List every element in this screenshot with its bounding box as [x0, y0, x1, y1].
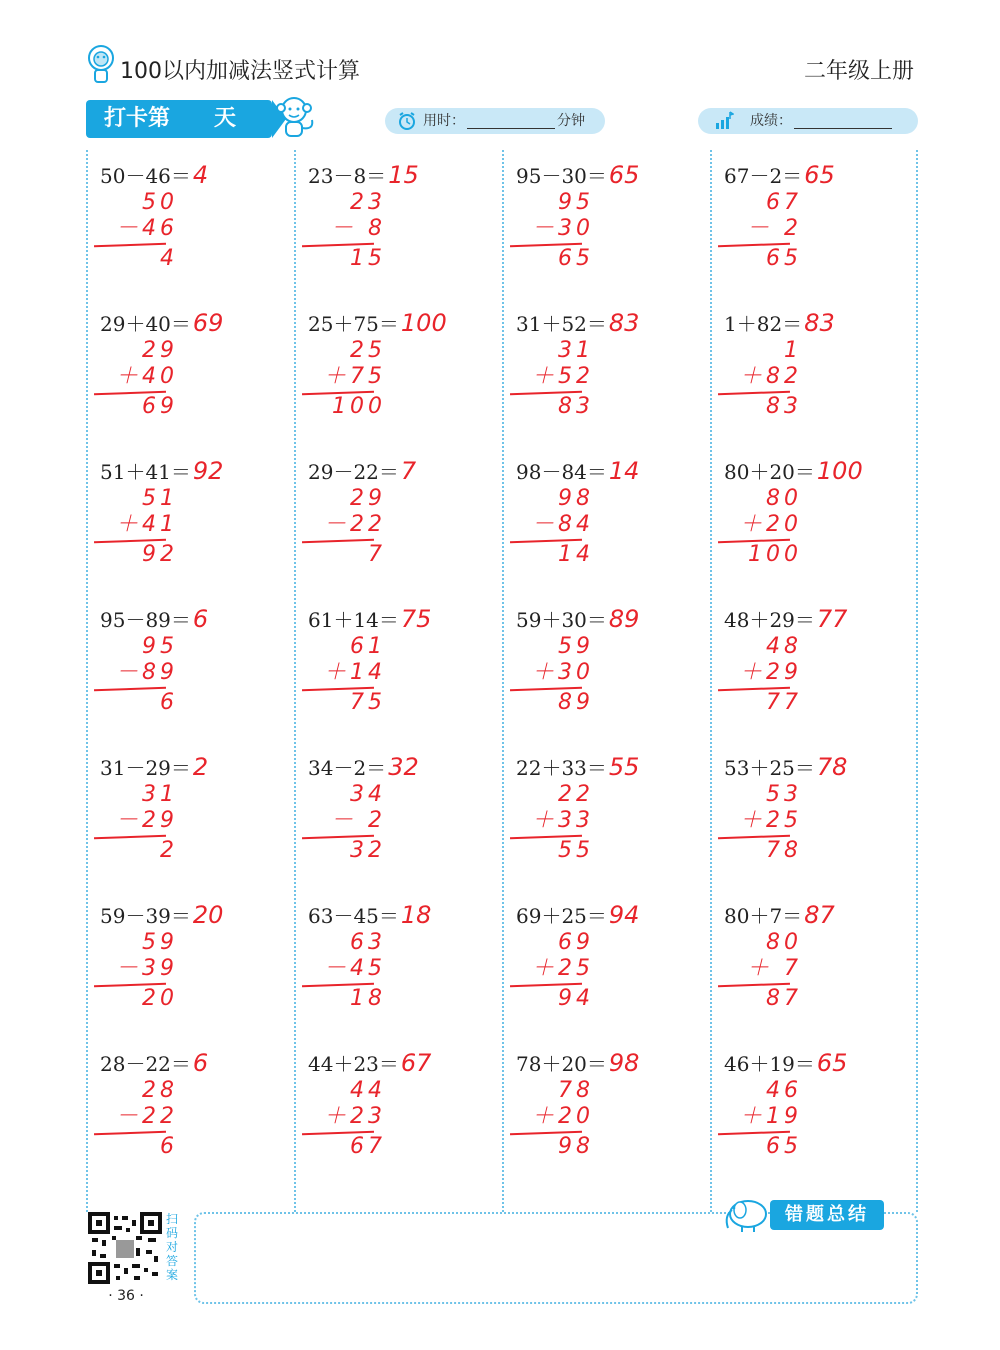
vertical-result: 15 — [350, 246, 386, 271]
problem-cell — [294, 150, 502, 298]
problem-expression — [308, 160, 419, 189]
vertical-calculation — [306, 1078, 396, 1160]
vertical-calculation — [98, 486, 188, 568]
qr-code-icon[interactable] — [88, 1212, 162, 1284]
equation-text: 61＋14＝ — [308, 608, 399, 632]
vertical-calculation — [98, 1078, 188, 1160]
problem-cell — [502, 742, 710, 890]
vertical-operand: －89 — [116, 660, 178, 685]
vertical-operand: － 2 — [747, 216, 802, 241]
problem-cell — [86, 594, 294, 742]
punch-label: 打卡第 — [104, 106, 171, 131]
handwritten-answer: 6 — [192, 605, 209, 633]
vertical-calculation — [98, 338, 188, 420]
handwritten-answer: 4 — [192, 161, 209, 189]
problem-cell — [294, 298, 502, 446]
handwritten-answer: 14 — [608, 457, 640, 485]
vertical-calculation — [514, 338, 604, 420]
vertical-result: 18 — [350, 986, 386, 1011]
vertical-top-number: 46 — [766, 1078, 802, 1103]
vertical-operand: ＋75 — [324, 364, 386, 389]
time-unit: 分钟 — [557, 113, 585, 129]
vertical-result: 98 — [558, 1134, 594, 1159]
problem-cell — [294, 742, 502, 890]
vertical-top-number: 95 — [558, 190, 594, 215]
vertical-top-number: 50 — [142, 190, 178, 215]
equation-text: 69＋25＝ — [516, 904, 607, 928]
handwritten-answer: 2 — [192, 753, 209, 781]
problem-expression — [308, 456, 416, 485]
vertical-top-number: 53 — [766, 782, 802, 807]
problem-cell — [710, 298, 918, 446]
vertical-calculation — [306, 486, 396, 568]
vertical-result: 2 — [160, 838, 178, 863]
problem-expression — [308, 1048, 431, 1077]
vertical-result: 7 — [368, 542, 386, 567]
page-number: · 36 · — [108, 1288, 144, 1304]
equation-text: 25＋75＝ — [308, 312, 399, 336]
vertical-operand: ＋25 — [740, 808, 802, 833]
handwritten-answer: 67 — [400, 1049, 432, 1077]
handwritten-answer: 69 — [192, 309, 224, 337]
vertical-top-number: 80 — [766, 930, 802, 955]
problem-cell — [502, 1038, 710, 1186]
problem-cell — [502, 594, 710, 742]
equation-text: 53＋25＝ — [724, 756, 815, 780]
vertical-result: 69 — [142, 394, 178, 419]
vertical-result: 65 — [766, 1134, 802, 1159]
vertical-result: 78 — [766, 838, 802, 863]
problem-expression — [100, 604, 208, 633]
handwritten-answer: 100 — [816, 457, 863, 485]
handwritten-answer: 55 — [608, 753, 640, 781]
score-blank[interactable] — [794, 113, 892, 129]
problem-expression — [308, 604, 431, 633]
vertical-calculation — [514, 190, 604, 272]
vertical-top-number: 78 — [558, 1078, 594, 1103]
vertical-top-number: 22 — [558, 782, 594, 807]
score-label: 成绩： — [750, 113, 792, 129]
problem-cell — [710, 890, 918, 1038]
handwritten-answer: 100 — [400, 309, 447, 337]
equation-text: 95－30＝ — [516, 164, 607, 188]
vertical-calculation — [306, 338, 396, 420]
vertical-result: 77 — [766, 690, 802, 715]
problem-expression — [724, 900, 835, 929]
equation-text: 44＋23＝ — [308, 1052, 399, 1076]
problem-expression — [100, 308, 223, 337]
elephant-mascot-icon — [720, 1194, 772, 1234]
vertical-operand: －22 — [116, 1104, 178, 1129]
vertical-calculation — [722, 930, 812, 1012]
vertical-top-number: 23 — [350, 190, 386, 215]
vertical-calculation — [514, 486, 604, 568]
equation-text: 31－29＝ — [100, 756, 191, 780]
handwritten-answer: 89 — [608, 605, 640, 633]
vertical-result: 89 — [558, 690, 594, 715]
handwritten-answer: 94 — [608, 901, 640, 929]
vertical-calculation — [306, 930, 396, 1012]
equation-text: 78＋20＝ — [516, 1052, 607, 1076]
handwritten-answer: 65 — [816, 1049, 848, 1077]
handwritten-answer: 78 — [816, 753, 848, 781]
lion-mascot-icon — [86, 44, 116, 84]
problem-expression — [724, 160, 835, 189]
scan-answer-text: 扫码对答案 — [166, 1212, 179, 1282]
handwritten-answer: 77 — [816, 605, 848, 633]
vertical-operand: －46 — [116, 216, 178, 241]
handwritten-answer: 6 — [192, 1049, 209, 1077]
problem-expression — [100, 456, 223, 485]
vertical-calculation — [722, 338, 812, 420]
vertical-top-number: 31 — [558, 338, 594, 363]
handwritten-answer: 65 — [804, 161, 835, 189]
vertical-top-number: 63 — [350, 930, 386, 955]
time-used-field — [385, 108, 605, 134]
vertical-result: 20 — [142, 986, 178, 1011]
equation-text: 67－2＝ — [724, 164, 803, 188]
equation-text: 48＋29＝ — [724, 608, 815, 632]
punch-in-banner — [86, 100, 272, 138]
vertical-top-number: 51 — [142, 486, 178, 511]
vertical-operand: －39 — [116, 956, 178, 981]
problem-cell — [710, 594, 918, 742]
time-label: 用时： — [423, 113, 465, 129]
vertical-operand: －22 — [324, 512, 386, 537]
vertical-operand: ＋20 — [532, 1104, 594, 1129]
vertical-result: 100 — [332, 394, 386, 419]
equation-text: 29＋40＝ — [100, 312, 191, 336]
equation-text: 51＋41＝ — [100, 460, 191, 484]
vertical-result: 83 — [558, 394, 594, 419]
vertical-operand: ＋82 — [740, 364, 802, 389]
problem-expression — [516, 900, 639, 929]
equation-text: 22＋33＝ — [516, 756, 607, 780]
problem-expression — [516, 456, 639, 485]
problem-cell — [294, 594, 502, 742]
problem-cell — [86, 1038, 294, 1186]
vertical-operand: ＋29 — [740, 660, 802, 685]
vertical-operand: ＋33 — [532, 808, 594, 833]
problem-cell — [294, 890, 502, 1038]
vertical-top-number: 25 — [350, 338, 386, 363]
vertical-result: 6 — [160, 1134, 178, 1159]
vertical-operand: ＋19 — [740, 1104, 802, 1129]
problem-cell — [86, 150, 294, 298]
vertical-top-number: 59 — [558, 634, 594, 659]
equation-text: 28－22＝ — [100, 1052, 191, 1076]
problem-column — [502, 150, 710, 1212]
problem-cell — [86, 446, 294, 594]
equation-text: 98－84＝ — [516, 460, 607, 484]
problem-expression — [724, 1048, 847, 1077]
problem-cell — [502, 890, 710, 1038]
vertical-operand: ＋20 — [740, 512, 802, 537]
problem-expression — [724, 604, 847, 633]
handwritten-answer: 92 — [192, 457, 224, 485]
problem-expression — [100, 752, 208, 781]
vertical-calculation — [722, 486, 812, 568]
vertical-operand: ＋14 — [324, 660, 386, 685]
problem-cell — [710, 742, 918, 890]
problem-expression — [516, 752, 639, 781]
page-title: 100以内加减法竖式计算 — [120, 59, 360, 84]
mistake-summary-label: 错题总结 — [770, 1200, 884, 1230]
problem-cell — [502, 150, 710, 298]
problem-cell — [86, 298, 294, 446]
vertical-top-number: 67 — [766, 190, 802, 215]
problem-cell — [710, 1038, 918, 1186]
vertical-top-number: 95 — [142, 634, 178, 659]
equation-text: 1＋82＝ — [724, 312, 803, 336]
vertical-top-number: 29 — [350, 486, 386, 511]
handwritten-answer: 20 — [192, 901, 224, 929]
problem-cell — [294, 1038, 502, 1186]
vertical-result: 87 — [766, 986, 802, 1011]
vertical-top-number: 61 — [350, 634, 386, 659]
equation-text: 29－22＝ — [308, 460, 399, 484]
equation-text: 80＋7＝ — [724, 904, 803, 928]
vertical-calculation — [98, 634, 188, 716]
vertical-calculation — [98, 782, 188, 864]
vertical-calculation — [722, 782, 812, 864]
vertical-result: 94 — [558, 986, 594, 1011]
equation-text: 63－45＝ — [308, 904, 399, 928]
problem-expression — [100, 160, 208, 189]
problem-cell — [710, 446, 918, 594]
vertical-operand: ＋23 — [324, 1104, 386, 1129]
handwritten-answer: 83 — [608, 309, 640, 337]
problem-expression — [100, 900, 223, 929]
vertical-result: 4 — [160, 246, 178, 271]
problem-expression — [308, 752, 419, 781]
vertical-top-number: 1 — [784, 338, 802, 363]
equation-text: 95－89＝ — [100, 608, 191, 632]
vertical-calculation — [514, 930, 604, 1012]
vertical-top-number: 28 — [142, 1078, 178, 1103]
vertical-top-number: 44 — [350, 1078, 386, 1103]
vertical-calculation — [722, 190, 812, 272]
vertical-operand: ＋40 — [116, 364, 178, 389]
handwritten-answer: 18 — [400, 901, 432, 929]
handwritten-answer: 98 — [608, 1049, 640, 1077]
problem-cell — [502, 446, 710, 594]
vertical-top-number: 80 — [766, 486, 802, 511]
vertical-calculation — [98, 190, 188, 272]
vertical-operand: ＋30 — [532, 660, 594, 685]
equation-text: 46＋19＝ — [724, 1052, 815, 1076]
vertical-result: 55 — [558, 838, 594, 863]
vertical-operand: －30 — [532, 216, 594, 241]
vertical-top-number: 31 — [142, 782, 178, 807]
problem-expression — [308, 900, 431, 929]
vertical-result: 92 — [142, 542, 178, 567]
vertical-top-number: 69 — [558, 930, 594, 955]
vertical-result: 67 — [350, 1134, 386, 1159]
vertical-result: 6 — [160, 690, 178, 715]
vertical-result: 75 — [350, 690, 386, 715]
problem-expression — [724, 308, 835, 337]
vertical-result: 65 — [558, 246, 594, 271]
equation-text: 50－46＝ — [100, 164, 191, 188]
handwritten-answer: 87 — [804, 901, 835, 929]
vertical-top-number: 29 — [142, 338, 178, 363]
exercise-grid — [86, 150, 918, 1212]
vertical-calculation — [98, 930, 188, 1012]
problem-expression — [516, 160, 639, 189]
equation-text: 31＋52＝ — [516, 312, 607, 336]
problem-column — [86, 150, 294, 1212]
score-field — [698, 108, 918, 134]
bar-chart-icon — [714, 111, 734, 131]
problem-cell — [86, 742, 294, 890]
handwritten-answer: 65 — [608, 161, 640, 189]
equation-text: 23－8＝ — [308, 164, 387, 188]
day-label: 天 — [214, 106, 237, 131]
vertical-operand: ＋25 — [532, 956, 594, 981]
handwritten-answer: 7 — [400, 457, 417, 485]
problem-cell — [294, 446, 502, 594]
handwritten-answer: 32 — [388, 753, 419, 781]
vertical-operand: ＋ 7 — [747, 956, 802, 981]
problem-expression — [724, 752, 847, 781]
vertical-calculation — [722, 634, 812, 716]
handwritten-answer: 15 — [388, 161, 419, 189]
problem-expression — [516, 1048, 639, 1077]
problem-cell — [710, 150, 918, 298]
vertical-top-number: 48 — [766, 634, 802, 659]
vertical-operand: ＋41 — [116, 512, 178, 537]
vertical-calculation — [722, 1078, 812, 1160]
vertical-operand: －45 — [324, 956, 386, 981]
vertical-top-number: 34 — [350, 782, 386, 807]
vertical-operand: －84 — [532, 512, 594, 537]
equation-text: 59＋30＝ — [516, 608, 607, 632]
vertical-top-number: 59 — [142, 930, 178, 955]
vertical-operand: － 8 — [331, 216, 386, 241]
vertical-result: 100 — [748, 542, 802, 567]
vertical-result: 32 — [350, 838, 386, 863]
alarm-clock-icon — [397, 111, 417, 131]
vertical-calculation — [514, 782, 604, 864]
problem-cell — [502, 298, 710, 446]
vertical-operand: ＋52 — [532, 364, 594, 389]
problem-expression — [516, 604, 639, 633]
vertical-top-number: 98 — [558, 486, 594, 511]
vertical-operand: －29 — [116, 808, 178, 833]
handwritten-answer: 75 — [400, 605, 432, 633]
problem-expression — [100, 1048, 208, 1077]
problem-cell — [86, 890, 294, 1038]
problem-column — [294, 150, 502, 1212]
vertical-calculation — [306, 782, 396, 864]
vertical-calculation — [306, 634, 396, 716]
problem-expression — [516, 308, 639, 337]
equation-text: 34－2＝ — [308, 756, 387, 780]
problem-expression — [308, 308, 447, 337]
problem-expression — [724, 456, 863, 485]
vertical-result: 14 — [558, 542, 594, 567]
time-blank[interactable] — [467, 113, 555, 129]
vertical-result: 83 — [766, 394, 802, 419]
vertical-calculation — [306, 190, 396, 272]
equation-text: 80＋20＝ — [724, 460, 815, 484]
vertical-result: 65 — [766, 246, 802, 271]
equation-text: 59－39＝ — [100, 904, 191, 928]
vertical-operand: － 2 — [331, 808, 386, 833]
problem-column — [710, 150, 918, 1212]
vertical-calculation — [514, 1078, 604, 1160]
vertical-calculation — [514, 634, 604, 716]
monkey-mascot-icon — [268, 94, 320, 142]
grade-label: 二年级上册 — [803, 59, 914, 84]
handwritten-answer: 83 — [804, 309, 835, 337]
